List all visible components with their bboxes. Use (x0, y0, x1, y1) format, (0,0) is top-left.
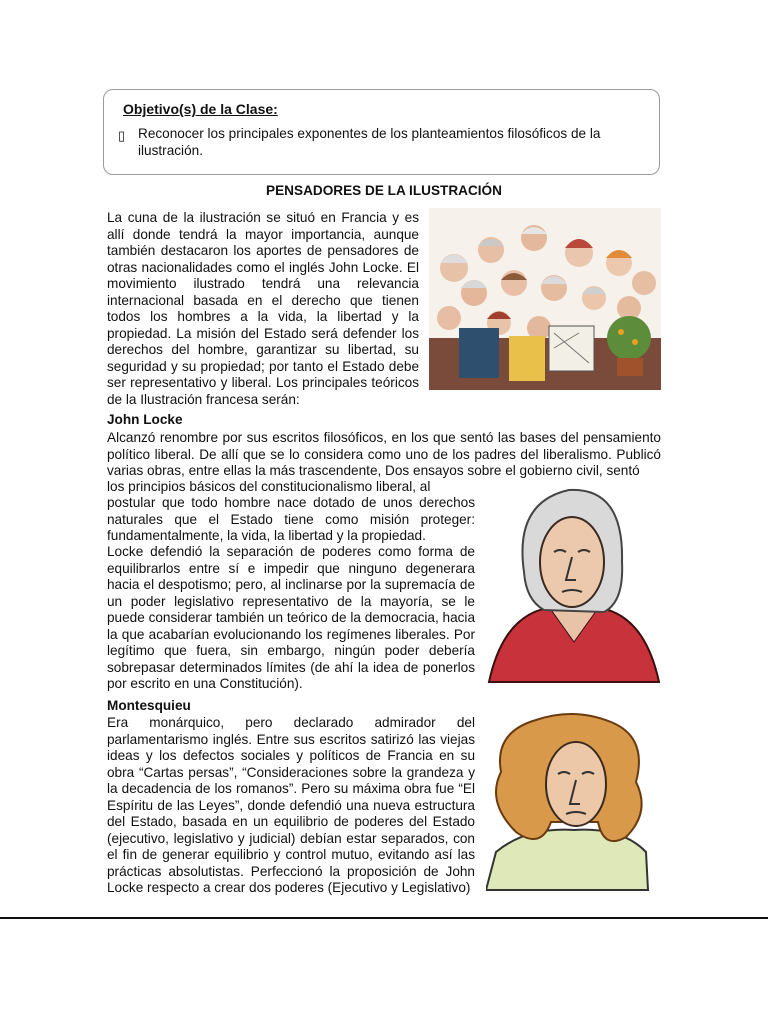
objective-box (103, 89, 660, 175)
john-locke-portrait (484, 482, 662, 687)
locke-heading: John Locke (107, 412, 183, 427)
locke-paragraph-separation: Locke defendió la separación de poderes como forma de equilibrarlos entre sí e impedir que ninguno degenerara hacia el despotismo; pero, al inclinarse por la supremacía de un poder legislativo representativo de la mayoría, se le puede considerar también un teórico de la democracia, hacia la que acabarían evolucionando los regímenes liberales. Por legítimo que fuera, sin embargo, ningún poder debería sobrepasar determinados límites (de ahí la idea de ponerlos por escrito en una Constitución). (107, 544, 476, 691)
objective-title: Objetivo(s) de la Clase: (123, 101, 278, 117)
objective-text: Reconocer los principales exponentes de los planteamientos filosóficos de la ilustración. (138, 126, 601, 158)
montesquieu-heading: Montesquieu (107, 698, 191, 713)
montesquieu-portrait (486, 712, 662, 892)
enlightenment-thinkers-illustration (429, 208, 661, 390)
locke-paragraph-full: Alcanzó renombre por sus escritos filosóficos, en los que sentó las bases del pensamiento político liberal. De allí que se lo considera como uno de los padres del liberalismo. Publicó varias obras, entre ellas la más trascendente, Dos ensayos sobre el gobierno civil, sentó (107, 430, 661, 478)
montesquieu-paragraph: Era monárquico, pero declarado admirador del parlamentarismo inglés. Entre sus escritos satirizó las viejas ideas y los defectos sociales y políticos de Francia en su obra “Cartas persas”, “Consideraciones sobre la grandeza y la decadencia de los romanos”. Pero su máxima obra fue “El Espíritu de las Leyes”, donde defendió una nueva estructura del Estado, basada en un equilibrio de poderes del Estado (ejecutivo, legislativo y judicial) debían estar separados, con el fin de generar equilibrio y control mutuo, evitando así las prácticas absolutistas. Perfeccionó la proposición de John Locke respecto a crear dos poderes (Ejecutivo y Legislativo) (107, 715, 475, 895)
page-divider (0, 917, 768, 919)
locke-paragraph-wrap: postular que todo hombre nace dotado de unos derechos naturales que el Estado tiene como misión proteger: fundamentalmente, la vida, la libertad y la propiedad. (107, 495, 475, 543)
section-title: PENSADORES DE LA ILUSTRACIÓN (266, 183, 502, 198)
intro-paragraph: La cuna de la ilustración se situó en Francia y es allí donde tendrá la mayor importancia, aunque también destacaron los aportes de pensadores de otras nacionalidades como el inglés John Locke. El movimiento ilustrado tendrá una relevancia internacional basada en el derecho que tienen todos los hombres a la vida, la libertad y la propiedad. La misión del Estado será defender los derechos del hombre, garantizar su libertad, su seguridad y su propiedad; por tanto el Estado debe ser representativo y liberal. Los principales teóricos de la Ilustración francesa serán: (107, 210, 419, 407)
locke-line: los principios básicos del constitucionalismo liberal, al (107, 479, 431, 494)
bullet-icon: ▯ (118, 128, 126, 143)
